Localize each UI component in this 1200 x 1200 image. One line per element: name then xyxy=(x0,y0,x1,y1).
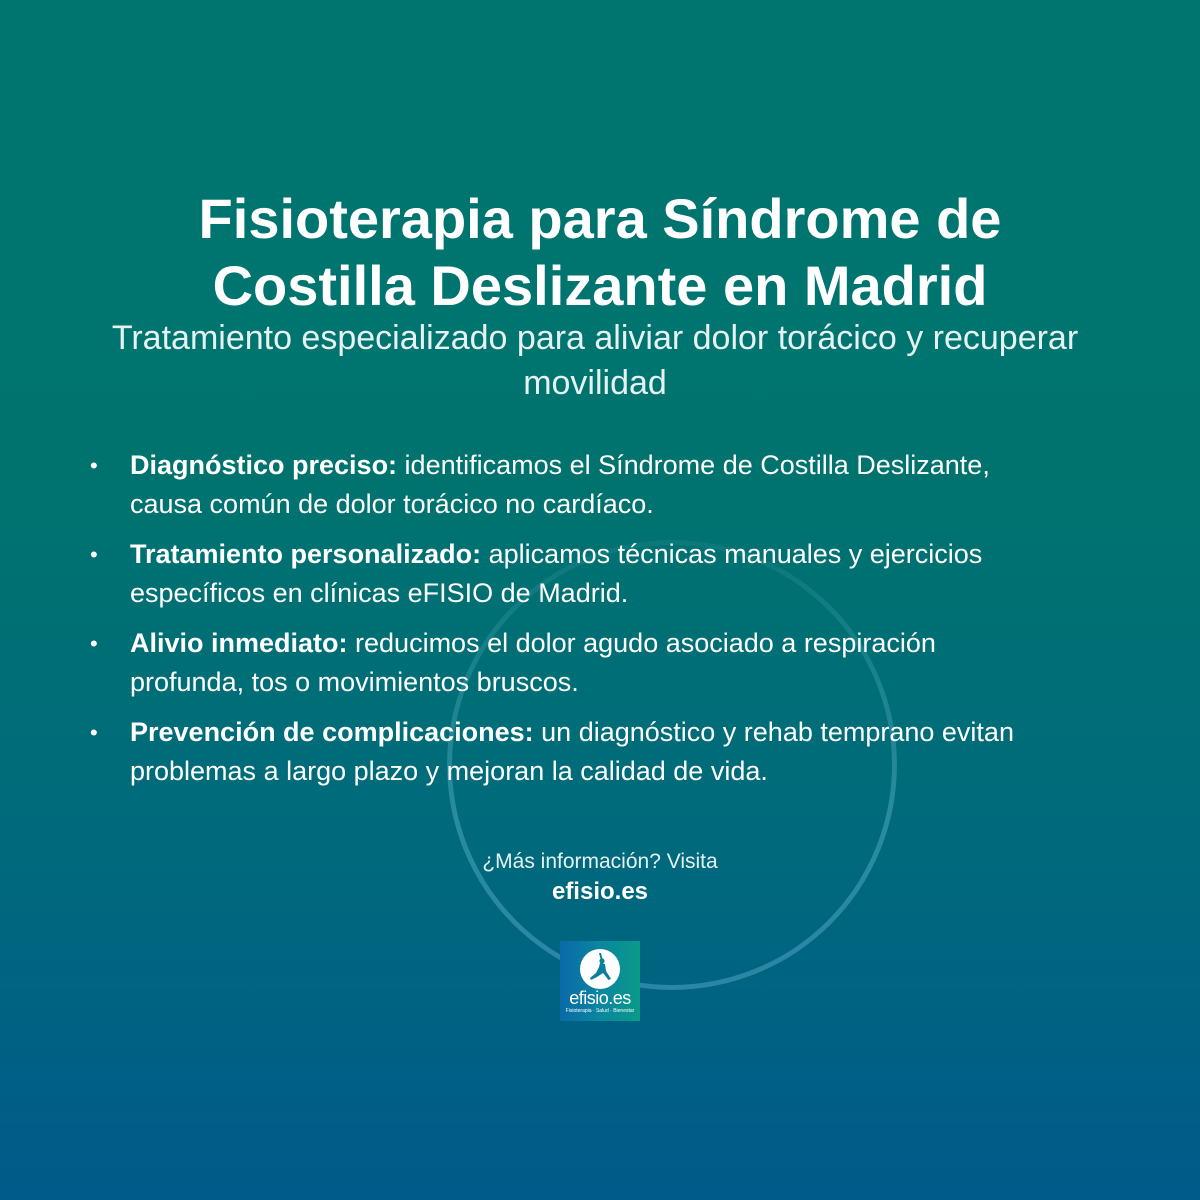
list-item xyxy=(80,713,1040,791)
cta-prompt: ¿Más información? Visita xyxy=(482,850,718,873)
list-item xyxy=(80,535,1040,613)
website-link[interactable]: efisio.es xyxy=(551,878,649,905)
list-item xyxy=(80,446,1040,524)
list-item-text: identificamos el Síndrome de Costilla Deslizante, causa común de dolor torácico no cardíaco. xyxy=(130,450,990,519)
bullet-icon: • xyxy=(90,453,98,478)
bullet-icon: • xyxy=(90,542,98,567)
list-item-heading: Alivio inmediato: xyxy=(130,628,348,658)
bullet-icon: • xyxy=(90,720,98,745)
list-item-heading: Diagnóstico preciso: xyxy=(130,450,398,480)
bullet-icon: • xyxy=(90,631,98,656)
list-item-text: aplicamos técnicas manuales y ejercicios específicos en clínicas eFISIO de Madrid. xyxy=(130,539,983,608)
logo-wordmark: efisio.es xyxy=(569,988,631,1008)
page-title: Fisioterapia para Síndrome de Costilla Deslizante en Madrid xyxy=(198,187,1002,317)
call-to-action xyxy=(0,848,1200,908)
logo-tagline: Fisioterapia · Salud · Bienestar xyxy=(565,1008,635,1014)
list-item-text: un diagnóstico y rehab temprano evitan problemas a largo plazo y mejoran la calidad de vida. xyxy=(130,717,1014,786)
list-item xyxy=(80,624,1040,702)
efisio-logo xyxy=(560,941,640,1021)
page-subtitle: Tratamiento especializado para aliviar dolor torácico y recuperar movilidad xyxy=(111,319,1079,402)
benefits-list xyxy=(80,446,1040,802)
person-stretching-icon xyxy=(580,949,620,989)
list-item-text: reducimos el dolor agudo asociado a respiración profunda, tos o movimientos bruscos. xyxy=(130,628,936,697)
list-item-heading: Tratamiento personalizado: xyxy=(130,539,482,569)
list-item-heading: Prevención de complicaciones: xyxy=(130,717,534,747)
